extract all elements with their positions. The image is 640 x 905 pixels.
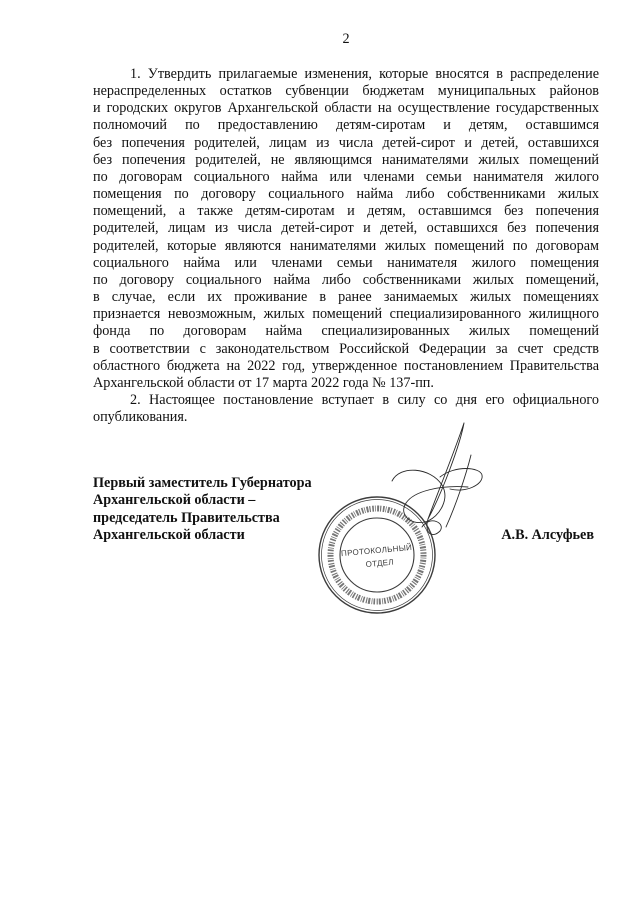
- signatory-position-line: Архангельской области –: [93, 492, 256, 509]
- signatory-position-line: председатель Правительства: [93, 509, 280, 526]
- text-line: признается невозможным, жилых помещений специализированного жилищного: [93, 306, 599, 323]
- text-line: областного бюджета на 2022 год, утвержденное постановлением Правительства: [93, 357, 599, 374]
- text-line: помещений, а также детям-сиротам и детям, оставшимся без попечения: [93, 203, 599, 220]
- signatory-position-line: Архангельской области: [93, 526, 245, 543]
- stamp-text: ОТДЕЛ: [365, 557, 395, 570]
- text-line: и городских округов Архангельской области на осуществление государственных: [93, 100, 599, 117]
- text-line: родителей, лицам из числа детей-сирот и детей, оставшихся без попечения: [93, 220, 599, 237]
- text-line: помещения по договору социального найма либо собственниками жилых: [93, 186, 599, 203]
- text-line: Архангельской области от 17 марта 2022 года № 137-пп.: [93, 374, 434, 391]
- paragraph-2: [93, 392, 599, 426]
- stamp-center: [341, 543, 414, 571]
- signatory-position-line: Первый заместитель Губернатора: [93, 475, 312, 491]
- text-line: опубликования.: [93, 409, 188, 426]
- signature-stroke: [446, 455, 471, 527]
- text-line: нераспределенных остатков субвенции бюджетам муниципальных районов: [93, 83, 599, 100]
- text-line: 1. Утвердить прилагаемые изменения, которые вносятся в распределение: [130, 66, 599, 82]
- signature-stroke: [422, 519, 441, 535]
- text-line: по договорам социального найма или членами семьи нанимателя жилого: [93, 168, 599, 185]
- text-line: без попечения родителей, не являющимся нанимателями жилых помещений: [93, 151, 599, 168]
- text-line: фонда по договорам найма специализированных жилых помещений: [93, 323, 599, 340]
- text-line: полномочий по предоставлению детям-сиротам и детям, оставшимся: [93, 117, 599, 134]
- text-line: 2. Настоящее постановление вступает в силу со дня его официального: [130, 391, 599, 408]
- signatory-position: [93, 475, 343, 544]
- page-number: 2: [342, 31, 350, 47]
- text-line: родителей, которые являются нанимателями жилых помещений по договорам: [93, 237, 599, 254]
- signature-stroke: [428, 423, 464, 519]
- stamp-text: ПРОТОКОЛЬНЫЙ: [340, 542, 413, 559]
- paragraph-1: [93, 66, 599, 392]
- text-line: социального найма или членами семьи нанимателя жилого помещения: [93, 254, 599, 271]
- text-line: в соответствии с законодательством Российской Федерации за счет средств: [93, 340, 599, 357]
- text-line: по договору социального найма либо собственниками жилых помещений,: [93, 271, 599, 288]
- text-line: без попечения родителей, лицам из числа детей-сирот и детей, оставшихся: [93, 134, 599, 151]
- body-text: [93, 66, 599, 426]
- signatory-name: А.В. Алсуфьев: [501, 527, 594, 543]
- text-line: в случае, если их проживание в ранее занимаемых жилых помещениях: [93, 289, 599, 306]
- handwritten-signature: [370, 415, 490, 545]
